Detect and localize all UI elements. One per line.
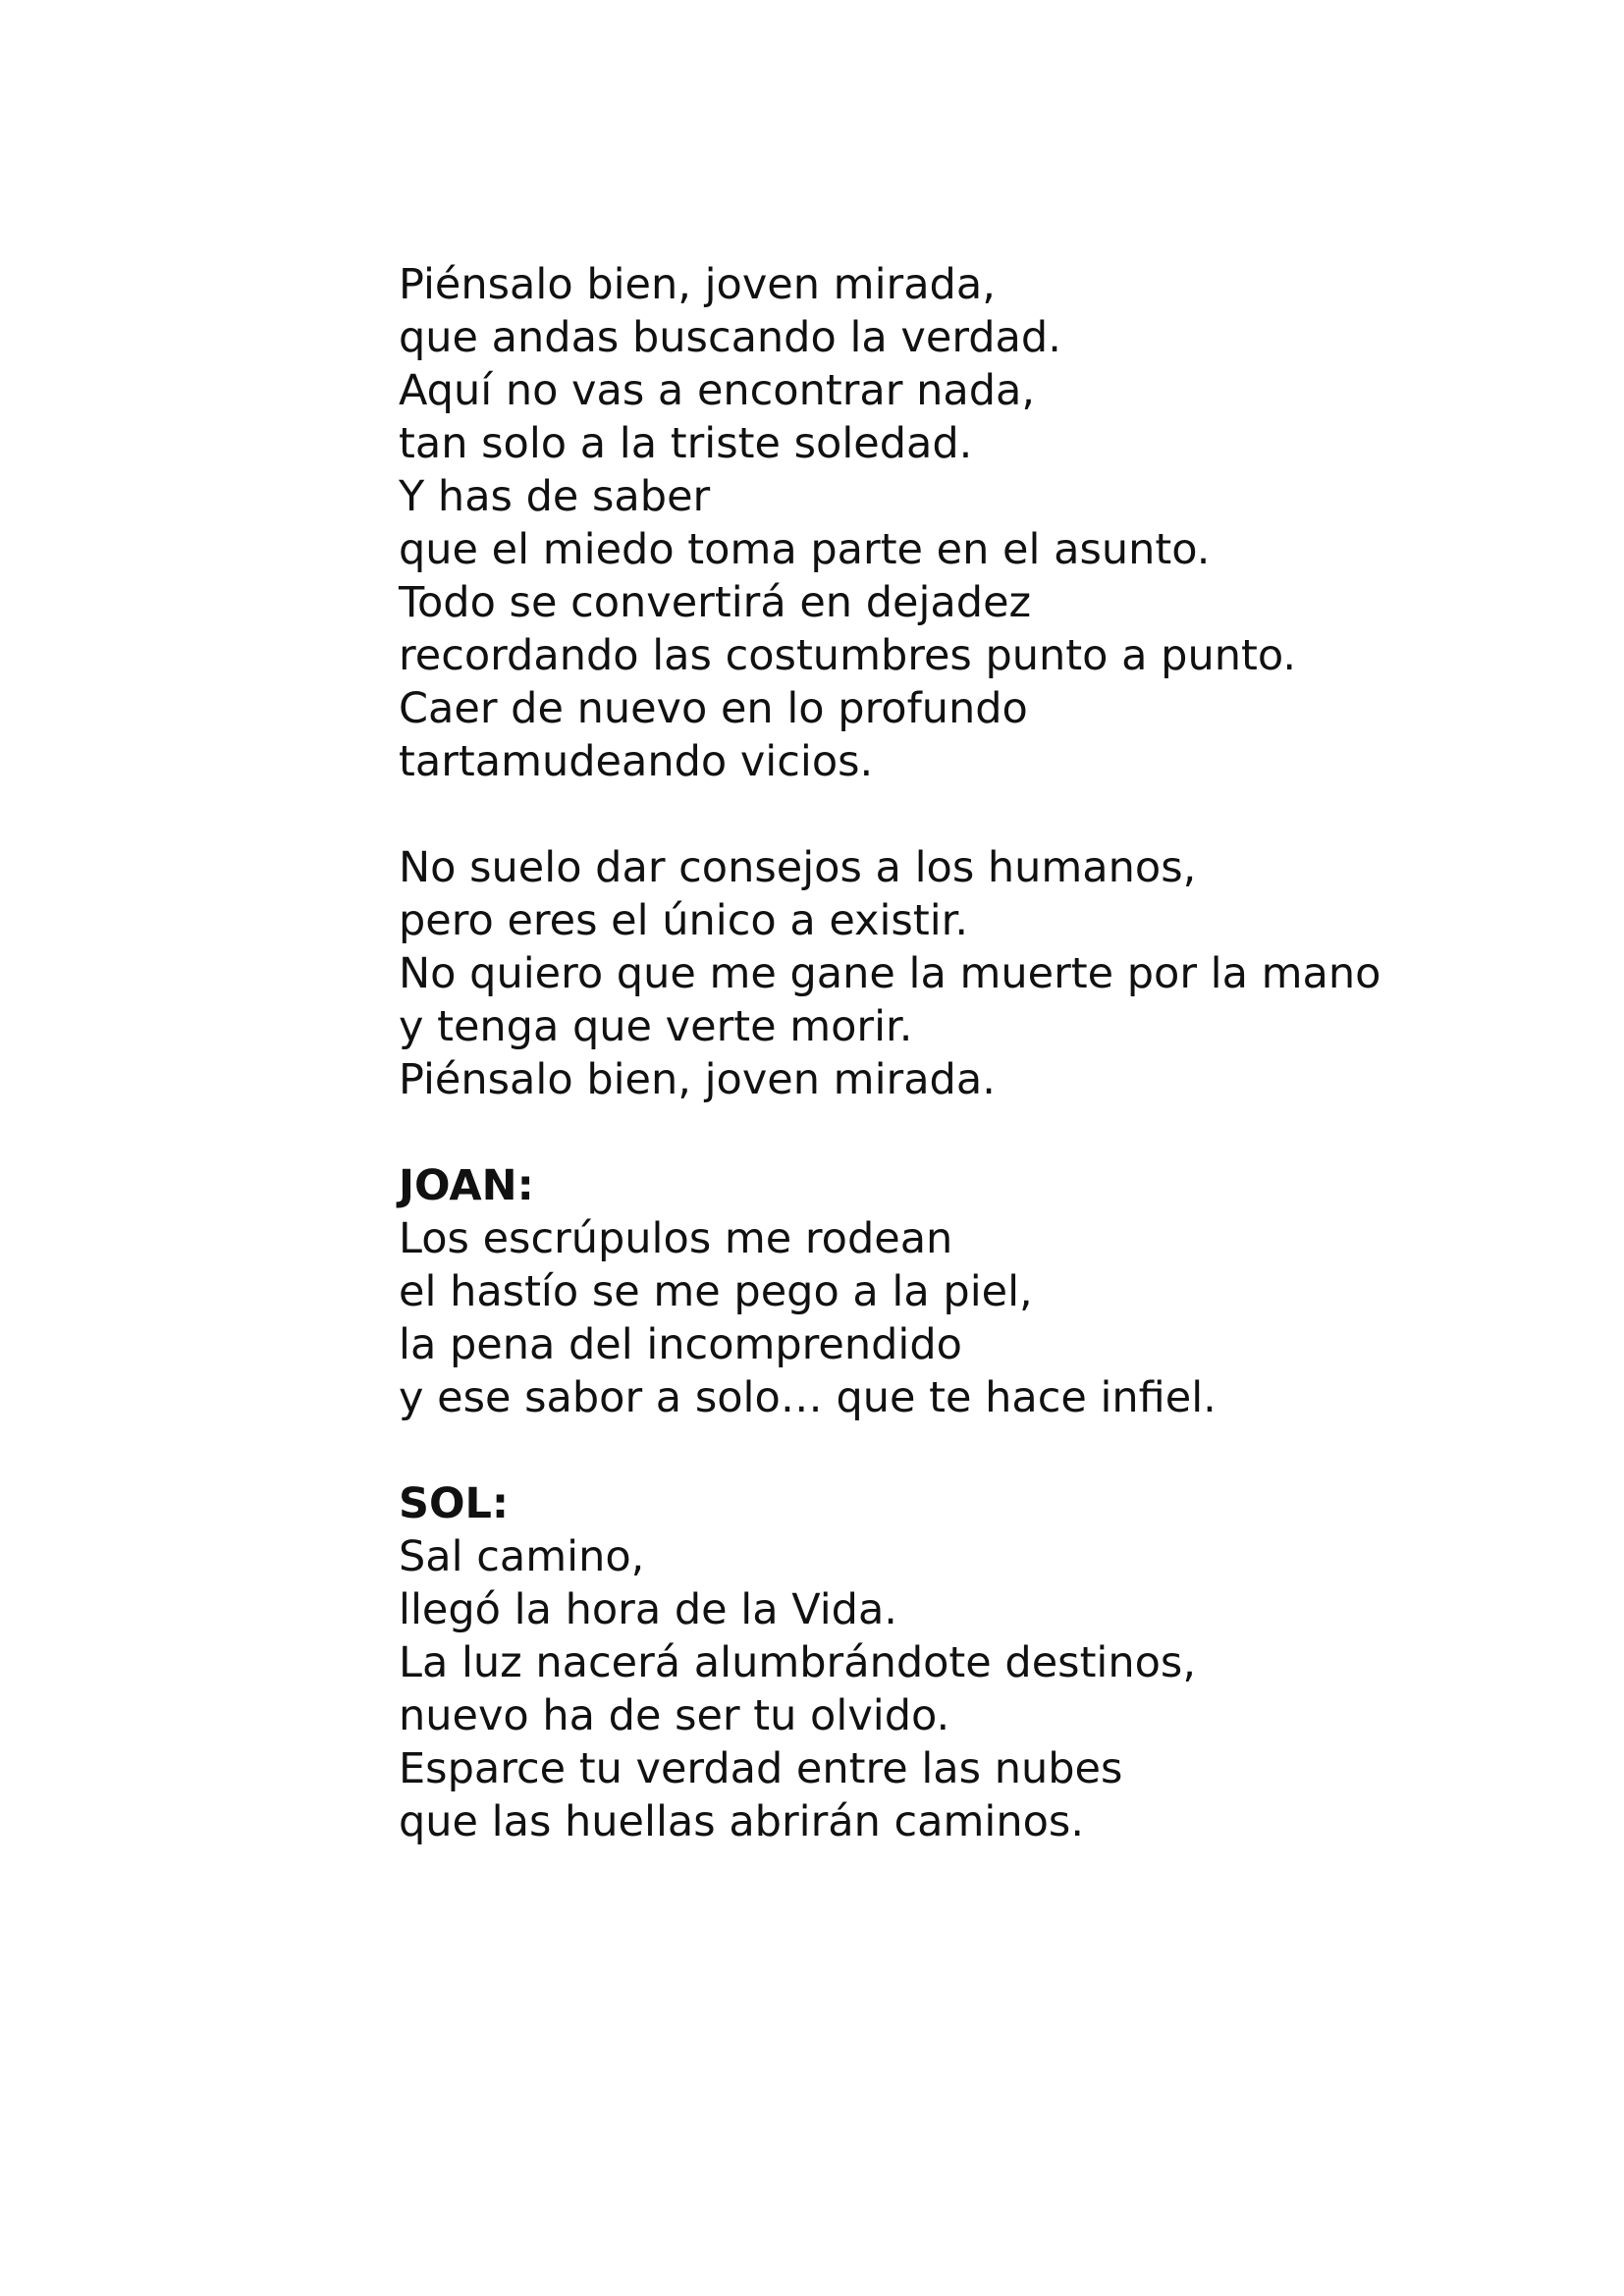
verse-line: No quiero que me gane la muerte por la mano [399, 949, 1381, 998]
verse-line: Caer de nuevo en lo profundo [399, 684, 1028, 733]
verse-line: que andas buscando la verdad. [399, 313, 1061, 362]
verse-line: Piénsalo bien, joven mirada, [399, 260, 996, 309]
verse-line: Piénsalo bien, joven mirada. [399, 1055, 996, 1104]
speaker-name-joan: JOAN: [399, 1161, 534, 1210]
verse-line: Todo se convertirá en dejadez [399, 578, 1032, 627]
verse-line: Sal camino, [399, 1532, 645, 1581]
verse-line: el hastío se me pego a la piel, [399, 1267, 1033, 1316]
stanza-2 [399, 841, 1528, 1106]
stanza-1 [399, 258, 1528, 788]
poem-text [399, 258, 1528, 1848]
verse-line: tan solo a la triste soledad. [399, 419, 973, 468]
verse-line: Los escrúpulos me rodean [399, 1214, 953, 1263]
verse-line: que el miedo toma parte en el asunto. [399, 525, 1211, 574]
stanza-joan [399, 1159, 1528, 1424]
stanza-sol [399, 1477, 1528, 1848]
verse-line: La luz nacerá alumbrándote destinos, [399, 1638, 1197, 1687]
verse-line: Y has de saber [399, 472, 711, 521]
verse-line: llegó la hora de la Vida. [399, 1585, 897, 1634]
verse-line: y ese sabor a solo… que te hace infiel. [399, 1373, 1217, 1422]
speaker-name-sol: SOL: [399, 1479, 510, 1528]
verse-line: la pena del incomprendido [399, 1320, 962, 1369]
verse-line: No suelo dar consejos a los humanos, [399, 843, 1197, 892]
verse-line: y tenga que verte morir. [399, 1002, 913, 1051]
verse-line: pero eres el único a existir. [399, 896, 969, 945]
verse-line: Esparce tu verdad entre las nubes [399, 1744, 1123, 1793]
verse-line: recordando las costumbres punto a punto. [399, 631, 1297, 680]
verse-line: que las huellas abrirán caminos. [399, 1797, 1084, 1846]
verse-line: tartamudeando vicios. [399, 737, 874, 786]
verse-line: Aquí no vas a encontrar nada, [399, 366, 1036, 415]
verse-line: nuevo ha de ser tu olvido. [399, 1691, 950, 1740]
